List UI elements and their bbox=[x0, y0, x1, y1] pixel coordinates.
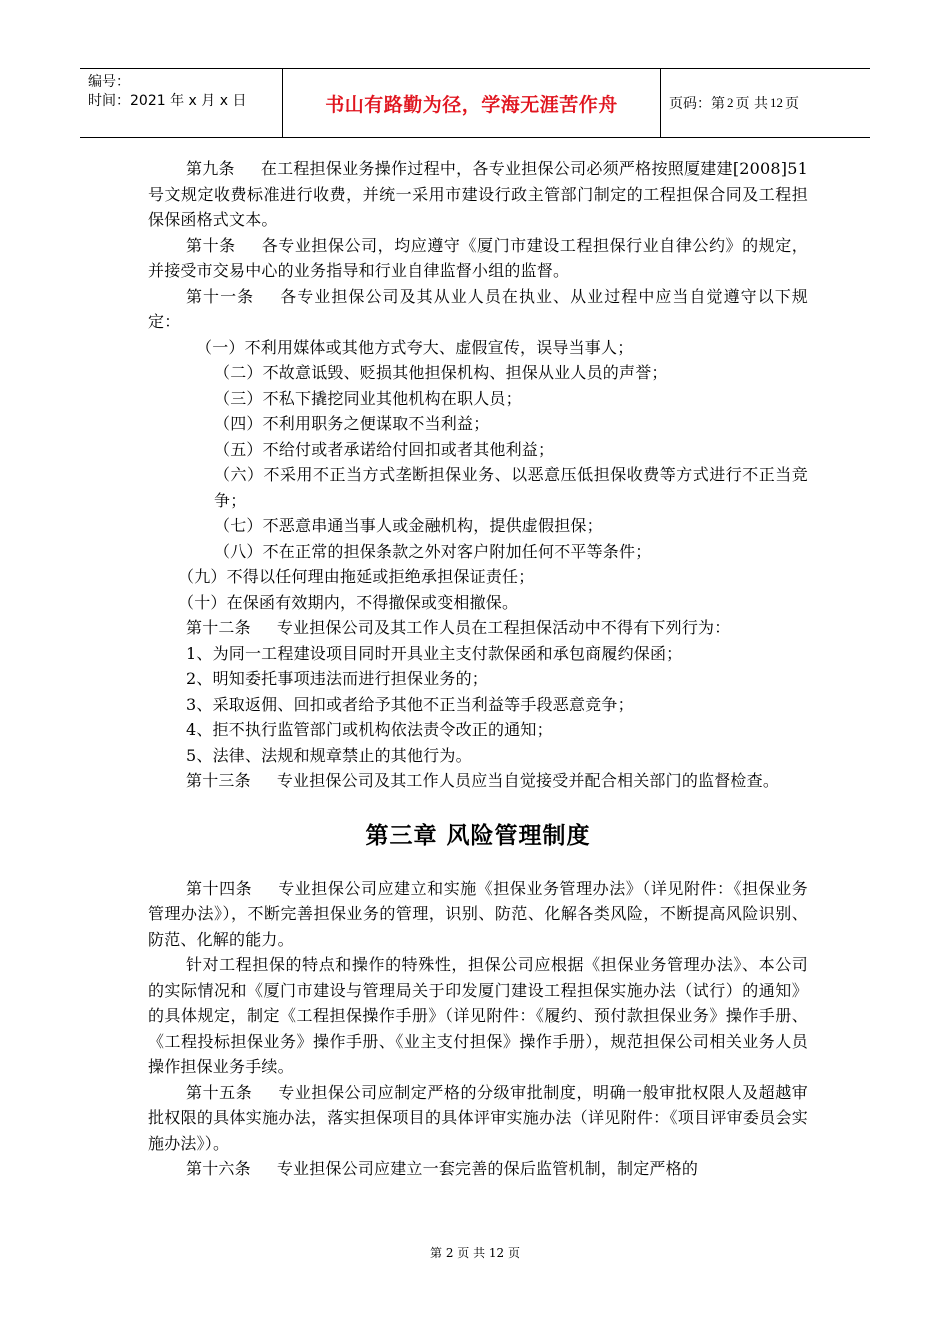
body-paragraph bbox=[148, 564, 808, 590]
body-paragraph bbox=[148, 952, 808, 1080]
paragraph-text: 专业担保公司及其工作人员应当自觉接受并配合相关部门的监督检查。 bbox=[276, 771, 780, 790]
body-paragraph bbox=[148, 692, 808, 718]
paragraph-text: （四）不利用职务之便谋取不当利益； bbox=[214, 414, 490, 433]
paragraph-text: 专业担保公司及其工作人员在工程担保活动中不得有下列行为： bbox=[276, 618, 731, 637]
article-number: 第十一条 bbox=[186, 286, 255, 306]
article-paragraph bbox=[148, 156, 808, 233]
body-paragraph bbox=[148, 335, 808, 361]
header-page-cell bbox=[661, 69, 870, 137]
body-paragraph bbox=[148, 386, 808, 412]
paragraph-text: （十）在保函有效期内，不得撤保或变相撤保。 bbox=[178, 592, 519, 612]
header-table bbox=[80, 68, 870, 138]
paragraph-text: （五）不给付或者承诺给付回扣或者其他利益； bbox=[214, 439, 555, 459]
header-motto: 书山有路勤为径，学海无涯苦作舟 bbox=[325, 93, 618, 116]
paragraph-text: （七）不恶意串通当事人或金融机构，提供虚假担保； bbox=[214, 516, 603, 535]
paragraph-text: （六）不采用不正当方式垄断担保业务、以恶意压低担保收费等方式进行不正当竞争； bbox=[214, 465, 808, 510]
paragraph-text: （九）不得以任何理由拖延或拒绝承担保证责任； bbox=[178, 567, 535, 586]
page-footer: 第 2 页 共 12 页 bbox=[430, 1246, 520, 1260]
body-paragraph bbox=[148, 743, 808, 769]
article-number: 第十五条 bbox=[186, 1082, 253, 1102]
article-number: 第九条 bbox=[186, 159, 235, 178]
paragraph-text: （一）不利用媒体或其他方式夸大、虚假宣传，误导当事人； bbox=[196, 337, 634, 357]
serial-label: 编号： bbox=[88, 74, 130, 90]
article-number: 第十条 bbox=[186, 235, 236, 255]
article-number: 第十四条 bbox=[186, 878, 253, 898]
paragraph-text: 专业担保公司应制定严格的分级审批制度，明确一般审批权限人及超越审批权限的具体实施办法，落实担保项目的具体评审实施办法（详见附件：《项目评审委员会实施办法》）。 bbox=[148, 1082, 808, 1153]
body-paragraph bbox=[148, 360, 808, 386]
body-paragraph bbox=[148, 666, 808, 692]
article-paragraph bbox=[148, 1080, 808, 1157]
body-paragraph bbox=[148, 411, 808, 437]
body-paragraph bbox=[148, 641, 808, 667]
document-body bbox=[148, 156, 808, 1182]
paragraph-text: （二）不故意诋毁、贬损其他担保机构、担保从业人员的声誉； bbox=[214, 363, 668, 382]
paragraph-text: 针对工程担保的特点和操作的特殊性，担保公司应根据《担保业务管理办法》、本公司的实际情况和《厦门市建设与管理局关于印发厦门建设工程担保实施办法（试行）的通知》的具体规定，制定《工程担保操作手册》（详见附件：《履约、预付款担保业务》操作手册、《工程投标担保业务》操作手册、《业主支付担保》操作手册），规范担保公司相关业务人员操作担保业务手续。 bbox=[148, 955, 808, 1076]
paragraph-text: 专业担保公司应建立一套完善的保后监管机制，制定严格的 bbox=[276, 1159, 699, 1178]
body-paragraph bbox=[148, 717, 808, 743]
page-current: 2 bbox=[727, 95, 734, 110]
header-info-cell bbox=[80, 69, 283, 137]
paragraph-text: 各专业担保公司及其从业人员在执业、从业过程中应当自觉遵守以下规定： bbox=[148, 286, 808, 331]
paragraph-text: （八）不在正常的担保条款之外对客户附加任何不平等条件； bbox=[214, 541, 652, 561]
body-paragraph bbox=[148, 513, 808, 539]
header-motto-cell bbox=[283, 69, 661, 137]
paragraph-text: 5、法律、法规和规章禁止的其他行为。 bbox=[186, 745, 472, 765]
chapter-three-section bbox=[148, 876, 808, 1182]
article-number: 第十三条 bbox=[186, 771, 251, 790]
page-total: 12 bbox=[769, 95, 783, 110]
paragraph-text: 在工程担保业务操作过程中，各专业担保公司必须严格按照厦建建[2008]51号文规定收费标准进行收费，并统一采用市建设行政主管部门制定的工程担保合同及工程担保保函格式文本。 bbox=[148, 159, 808, 229]
body-paragraph bbox=[148, 462, 808, 513]
article-paragraph bbox=[148, 876, 808, 953]
paragraph-text: （三）不私下撬挖同业其他机构在职人员； bbox=[214, 388, 522, 408]
body-paragraph bbox=[148, 590, 808, 616]
chapter-title: 第三章 风险管理制度 bbox=[365, 822, 591, 849]
article-number: 第十六条 bbox=[186, 1159, 251, 1178]
paragraph-text: 4、拒不执行监管部门或机构依法责令改正的通知； bbox=[186, 720, 553, 739]
body-paragraph bbox=[148, 539, 808, 565]
chapter-two-section bbox=[148, 156, 808, 794]
date-text: 时间：2021 年 x 月 x 日 bbox=[88, 93, 247, 109]
paragraph-text: 2、明知委托事项违法而进行担保业务的； bbox=[186, 669, 488, 688]
body-paragraph bbox=[148, 437, 808, 463]
paragraph-text: 1、为同一工程建设项目同时开具业主支付款保函和承包商履约保函； bbox=[186, 643, 683, 663]
article-paragraph bbox=[148, 615, 808, 641]
paragraph-text: 各专业担保公司，均应遵守《厦门市建设工程担保行业自律公约》的规定，并接受市交易中心的业务指导和行业自律监督小组的监督。 bbox=[148, 235, 808, 280]
page-mid: 页 共 bbox=[735, 96, 768, 112]
page-prefix: 页码：第 bbox=[669, 96, 725, 112]
paragraph-text: 3、采取返佣、回扣或者给予其他不正当利益等手段恶意竞争； bbox=[186, 694, 634, 714]
article-number: 第十二条 bbox=[186, 618, 251, 637]
article-paragraph bbox=[148, 768, 808, 794]
article-paragraph bbox=[148, 284, 808, 335]
article-paragraph bbox=[148, 233, 808, 284]
article-paragraph bbox=[148, 1156, 808, 1182]
paragraph-text: 专业担保公司应建立和实施《担保业务管理办法》（详见附件：《担保业务管理办法》），不断完善担保业务的管理，识别、防范、化解各类风险，不断提高风险识别、防范、化解的能力。 bbox=[148, 878, 808, 949]
page-suffix: 页 bbox=[784, 96, 799, 112]
